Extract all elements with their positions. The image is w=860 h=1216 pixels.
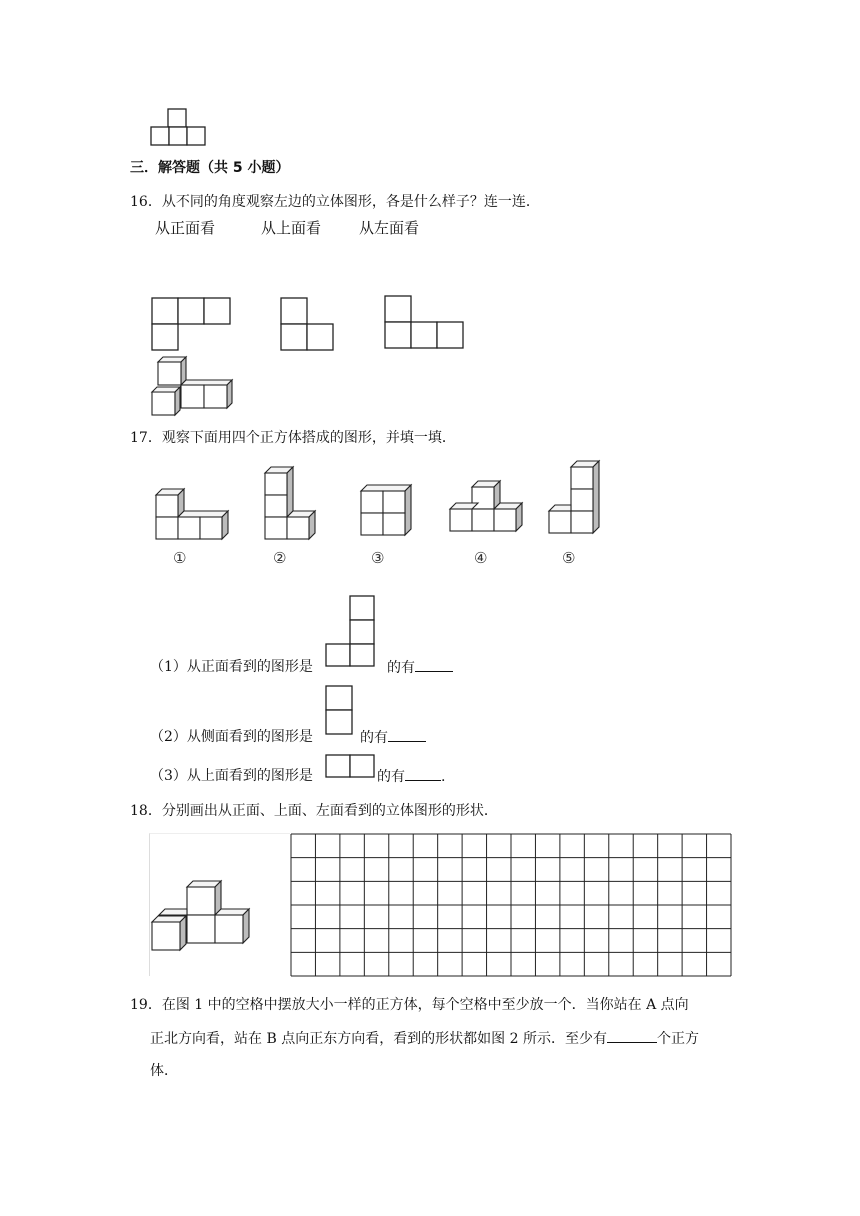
q17-p1-suffix: 的有 [387,660,415,676]
q17-p2-answer-blank[interactable] [388,727,426,742]
q17-p1-answer-blank[interactable] [415,657,453,672]
q17-solid-figure-5 [548,460,604,538]
q16-view-top: 从上面看 [261,219,322,237]
q17-label-2: ② [273,549,287,567]
q17-p3-figure [325,754,379,780]
q17-p2-figure [325,685,355,737]
q17-p3-answer-blank[interactable] [405,766,441,781]
q16-view-figure-1 [151,297,233,353]
q16-view-figure-2 [280,297,336,353]
q17-p3-suffix: 的有 [377,769,405,785]
q18-drawing-grid[interactable] [290,833,732,977]
q16-solid-figure [150,354,240,418]
q17-label-5: ⑤ [562,549,576,567]
q19-line2 [150,1028,699,1049]
q16-text: 16．从不同的角度观察左边的立体图形，各是什么样子？连一连． [130,194,540,210]
q17-p2-suffix: 的有 [360,730,388,746]
q17-label-4: ④ [474,549,488,567]
q17-p3-prefix: （3）从上面看到的图形是 [150,768,313,784]
q19-line3: 体． [150,1063,178,1079]
q17-p3-tail [377,766,445,787]
q16-view-left: 从左面看 [359,219,420,237]
q17-solid-figure-3 [360,484,416,540]
q17-solid-figure-4 [449,480,525,536]
q17-label-1: ① [173,549,187,567]
q17-solid-figure-1 [155,488,235,542]
q19-line1: 19．在图 1 中的空格中摆放大小一样的正方体，每个空格中至少放一个．当你站在 A 点向 [130,997,689,1013]
q17-p1-figure [325,595,377,669]
q18-solid-figure [151,880,251,952]
q17-solid-figure-2 [264,466,320,542]
q17-p2-prefix: （2）从侧面看到的图形是 [150,729,313,745]
q18-text: 18．分别画出从正面、上面、左面看到的立体图形的形状． [130,803,498,819]
q16-view-front: 从正面看 [155,219,216,237]
q19-answer-blank[interactable] [607,1028,657,1043]
q16-view-figure-3 [384,295,466,351]
section-title: 三．解答题（共 5 小题） [130,160,290,176]
q17-p1-prefix: （1）从正面看到的图形是 [150,659,313,675]
q19-line2b: 个正方 [657,1031,699,1047]
q19-line2a: 正北方向看，站在 B 点向正东方向看，看到的形状都如图 2 所示．至少有 [150,1031,607,1047]
q17-p2-tail [360,727,426,748]
top-view-figure [150,108,210,148]
q17-p3-end: . [441,769,446,785]
q17-p1-tail [387,657,453,678]
q17-label-3: ③ [371,549,385,567]
q17-text: 17．观察下面用四个正方体搭成的图形，并填一填． [130,430,456,446]
